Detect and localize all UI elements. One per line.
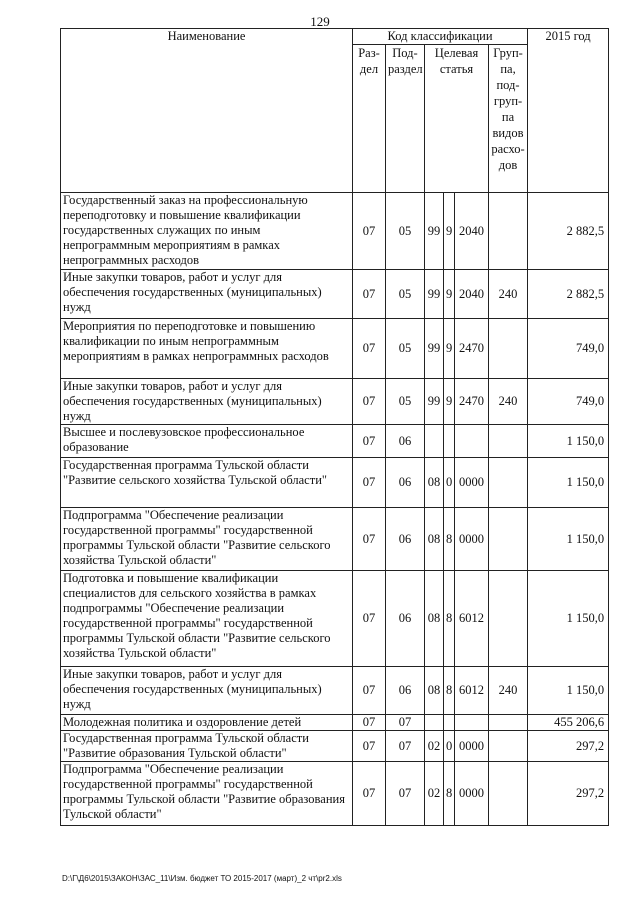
row-target-program: 08	[425, 667, 444, 715]
row-target-subprogram: 8	[444, 508, 455, 571]
row-target-program: 99	[425, 270, 444, 319]
row-amount: 1 150,0	[528, 425, 609, 458]
row-target-subprogram	[444, 715, 455, 731]
row-expense-type	[489, 571, 528, 667]
row-name: Иные закупки товаров, работ и услуг для обеспечения государственных (муниципальных) нужд	[61, 379, 353, 425]
header-code-group: Код классификации	[353, 29, 528, 45]
row-target-subprogram: 9	[444, 319, 455, 379]
table-row	[61, 379, 609, 425]
row-target-program: 08	[425, 571, 444, 667]
table-row	[61, 458, 609, 508]
row-amount: 1 150,0	[528, 667, 609, 715]
row-name: Государственная программа Тульской области "Развитие образования Тульской области"	[61, 731, 353, 762]
row-amount: 297,2	[528, 731, 609, 762]
row-target-code: 0000	[455, 731, 489, 762]
row-razdel: 07	[353, 270, 386, 319]
row-target-subprogram: 0	[444, 731, 455, 762]
row-razdel: 07	[353, 379, 386, 425]
row-target-code: 6012	[455, 667, 489, 715]
row-podrazdel: 06	[386, 508, 425, 571]
row-razdel: 07	[353, 667, 386, 715]
row-target-subprogram: 0	[444, 458, 455, 508]
row-podrazdel: 05	[386, 193, 425, 270]
row-expense-type	[489, 319, 528, 379]
row-expense-type	[489, 731, 528, 762]
row-target-subprogram: 9	[444, 270, 455, 319]
row-target-code	[455, 425, 489, 458]
row-amount: 297,2	[528, 762, 609, 826]
row-amount: 1 150,0	[528, 571, 609, 667]
row-podrazdel: 07	[386, 731, 425, 762]
row-podrazdel: 07	[386, 762, 425, 826]
row-name: Подготовка и повышение квалификации специалистов для сельского хозяйства в рамках подпрограммы "Обеспечение реализации государственной программы" государственной программы Тульской области "Развитие сельского хозяйства Тульской области"	[61, 571, 353, 667]
row-target-program	[425, 425, 444, 458]
row-razdel: 07	[353, 425, 386, 458]
header-name: Наименование	[61, 29, 353, 193]
budget-table	[60, 28, 609, 826]
row-target-program: 99	[425, 193, 444, 270]
row-target-subprogram: 8	[444, 762, 455, 826]
row-podrazdel: 05	[386, 379, 425, 425]
row-name: Молодежная политика и оздоровление детей	[61, 715, 353, 731]
row-target-program: 99	[425, 379, 444, 425]
row-target-code	[455, 715, 489, 731]
row-razdel: 07	[353, 508, 386, 571]
row-podrazdel: 05	[386, 270, 425, 319]
row-name: Мероприятия по переподготовке и повышению квалификации по иным непрограммным мероприятиям в рамках непрограммных расходов	[61, 319, 353, 379]
row-razdel: 07	[353, 193, 386, 270]
row-expense-type	[489, 762, 528, 826]
table-row	[61, 193, 609, 270]
row-target-code: 0000	[455, 762, 489, 826]
row-target-code: 6012	[455, 571, 489, 667]
row-podrazdel: 06	[386, 425, 425, 458]
row-expense-type	[489, 425, 528, 458]
table-row	[61, 571, 609, 667]
row-name: Иные закупки товаров, работ и услуг для обеспечения государственных (муниципальных) нужд	[61, 270, 353, 319]
row-amount: 455 206,6	[528, 715, 609, 731]
row-target-subprogram: 9	[444, 193, 455, 270]
row-amount: 2 882,5	[528, 270, 609, 319]
table-row	[61, 762, 609, 826]
row-name: Иные закупки товаров, работ и услуг для обеспечения государственных (муниципальных) нужд	[61, 667, 353, 715]
row-amount: 1 150,0	[528, 458, 609, 508]
row-target-program	[425, 715, 444, 731]
row-amount: 2 882,5	[528, 193, 609, 270]
row-amount: 749,0	[528, 379, 609, 425]
row-expense-type	[489, 715, 528, 731]
row-podrazdel: 06	[386, 458, 425, 508]
row-podrazdel: 06	[386, 571, 425, 667]
row-amount: 1 150,0	[528, 508, 609, 571]
row-razdel: 07	[353, 762, 386, 826]
row-podrazdel: 07	[386, 715, 425, 731]
table-row	[61, 715, 609, 731]
table-row	[61, 731, 609, 762]
row-target-program: 99	[425, 319, 444, 379]
table-row	[61, 319, 609, 379]
row-podrazdel: 06	[386, 667, 425, 715]
page-number: 129	[310, 14, 330, 29]
row-target-code: 2040	[455, 270, 489, 319]
row-target-code: 0000	[455, 458, 489, 508]
row-expense-type: 240	[489, 270, 528, 319]
row-razdel: 07	[353, 571, 386, 667]
row-podrazdel: 05	[386, 319, 425, 379]
row-expense-type: 240	[489, 667, 528, 715]
table-row	[61, 508, 609, 571]
file-path-footer: D:\Г\Д6\2015\ЗАКОН\ЗАС_11\Изм. бюджет ТО 2015-2017 (март)_2 чт\pr2.xls	[62, 874, 342, 883]
row-expense-type	[489, 508, 528, 571]
row-razdel: 07	[353, 731, 386, 762]
row-expense-type: 240	[489, 379, 528, 425]
table-row	[61, 425, 609, 458]
header-group: Груп- па, под- груп- па видов расхо- дов	[489, 45, 528, 193]
row-target-program: 02	[425, 731, 444, 762]
header-razdel: Раз- дел	[353, 45, 386, 193]
row-target-program: 02	[425, 762, 444, 826]
row-razdel: 07	[353, 319, 386, 379]
row-expense-type	[489, 193, 528, 270]
row-name: Подпрограмма "Обеспечение реализации государственной программы" государственной программы Тульской области "Развитие сельского хозяйства Тульской области"	[61, 508, 353, 571]
table-row	[61, 667, 609, 715]
row-target-code: 2470	[455, 319, 489, 379]
row-name: Государственный заказ на профессиональную переподготовку и повышение квалификации государственных служащих по иным непрограммным мероприятиям в рамках непрограммных расходов	[61, 193, 353, 270]
row-name: Подпрограмма "Обеспечение реализации государственной программы" государственной программы Тульской области "Развитие образования Тульской области"	[61, 762, 353, 826]
row-name: Государственная программа Тульской области "Развитие сельского хозяйства Тульской области"	[61, 458, 353, 508]
row-razdel: 07	[353, 458, 386, 508]
row-target-code: 2470	[455, 379, 489, 425]
row-name: Высшее и послевузовское профессиональное образование	[61, 425, 353, 458]
row-target-subprogram: 8	[444, 667, 455, 715]
row-target-subprogram: 9	[444, 379, 455, 425]
row-target-program: 08	[425, 508, 444, 571]
row-amount: 749,0	[528, 319, 609, 379]
row-target-subprogram	[444, 425, 455, 458]
row-expense-type	[489, 458, 528, 508]
row-target-code: 2040	[455, 193, 489, 270]
row-target-subprogram: 8	[444, 571, 455, 667]
row-razdel: 07	[353, 715, 386, 731]
row-target-code: 0000	[455, 508, 489, 571]
row-target-program: 08	[425, 458, 444, 508]
header-year: 2015 год	[528, 29, 609, 193]
header-podrazdel: Под- раздел	[386, 45, 425, 193]
header-target: Целевая статья	[425, 45, 489, 193]
table-row	[61, 270, 609, 319]
